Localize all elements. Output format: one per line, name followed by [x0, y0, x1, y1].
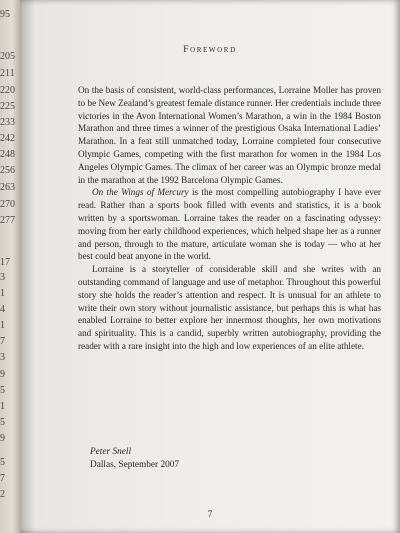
paragraph: Lorraine is a storyteller of considerable skill and she writes with an outstanding command of language and use of metaphor. Throughout this powerful story she holds the reader’s attention and respect. It is unusual for an athlete to write their own story without journalistic assistance, but perhaps this is what has enabled Lorraine to better explore her innermost thoughts, her own motivations and spirituality. This is a candid, superbly written autobiography, providing the reader with a rare insight into the high and low experiences of an elite athlete.	[78, 264, 381, 351]
signature-place-date: Dallas, September 2007	[90, 460, 180, 470]
book-page	[20, 0, 400, 533]
margin-page-number: 263	[0, 182, 15, 193]
signature-block	[90, 446, 179, 472]
paragraph: On the basis of consistent, world-class performances, Lorraine Moller has proven to be New Zealand’s greatest female distance runner. Her credentials include three victories in the Avon International Women’s Marathon, a win in the 1984 Boston Marathon and three times a winner of the prestigious Osaka International Ladies’ Marathon. In a feat still unmatched today, Lorraine completed four consecutive Olympic Games, competing with the first marathon for women in the 1984 Los Angeles Olympic Games. The climax of her career was an Olympic bronze medal in the marathon at the 1992 Barcelona Olympic Games.	[78, 85, 381, 185]
paragraph-text: is the most compelling autobiography I have ever read. Rather than a sports book filled with events and statistics, it is a book written by a sportswoman. Lorraine takes the reader on a fascinating odyssey: moving from her early childhood experiences, which helped shape her as a runner and person, through to the mature, articulate woman she is today — who at her best could beat anyone in the world.	[78, 187, 381, 262]
margin-page-number: 2	[0, 489, 5, 500]
margin-page-number: 220	[0, 85, 15, 96]
margin-page-number: 248	[0, 149, 15, 160]
margin-page-number: 1	[0, 288, 5, 299]
signature-name: Peter Snell	[90, 447, 132, 457]
underlying-page-edge	[0, 0, 20, 533]
margin-page-number: 256	[0, 165, 15, 176]
margin-page-number: 9	[0, 433, 5, 444]
margin-page-number: 1	[0, 401, 5, 412]
margin-page-number: 233	[0, 117, 15, 128]
margin-page-number: 7	[0, 336, 5, 347]
margin-page-number: 5	[0, 457, 5, 468]
margin-page-number: 5	[0, 385, 5, 396]
margin-page-number: 5	[0, 417, 5, 428]
body-text	[78, 84, 381, 353]
margin-page-number: 9	[0, 369, 5, 380]
margin-page-number: 277	[0, 215, 15, 226]
page-number: 7	[207, 509, 213, 519]
margin-page-number: 211	[0, 68, 15, 79]
margin-page-number: 1	[0, 320, 5, 331]
book-title: On the Wings of Mercury	[92, 187, 189, 198]
margin-page-number: 4	[0, 304, 5, 315]
margin-page-number: 95	[0, 9, 10, 20]
margin-page-number: 270	[0, 199, 15, 210]
margin-page-number: 3	[0, 272, 5, 283]
margin-page-number: 242	[0, 133, 15, 144]
margin-page-number: 225	[0, 101, 15, 112]
paragraph	[78, 186, 381, 263]
page-title: Foreword	[183, 45, 237, 55]
margin-page-number: 7	[0, 473, 5, 484]
margin-page-number: 3	[0, 352, 5, 363]
margin-page-number: 17	[0, 257, 10, 268]
margin-page-number: 205	[0, 51, 15, 62]
